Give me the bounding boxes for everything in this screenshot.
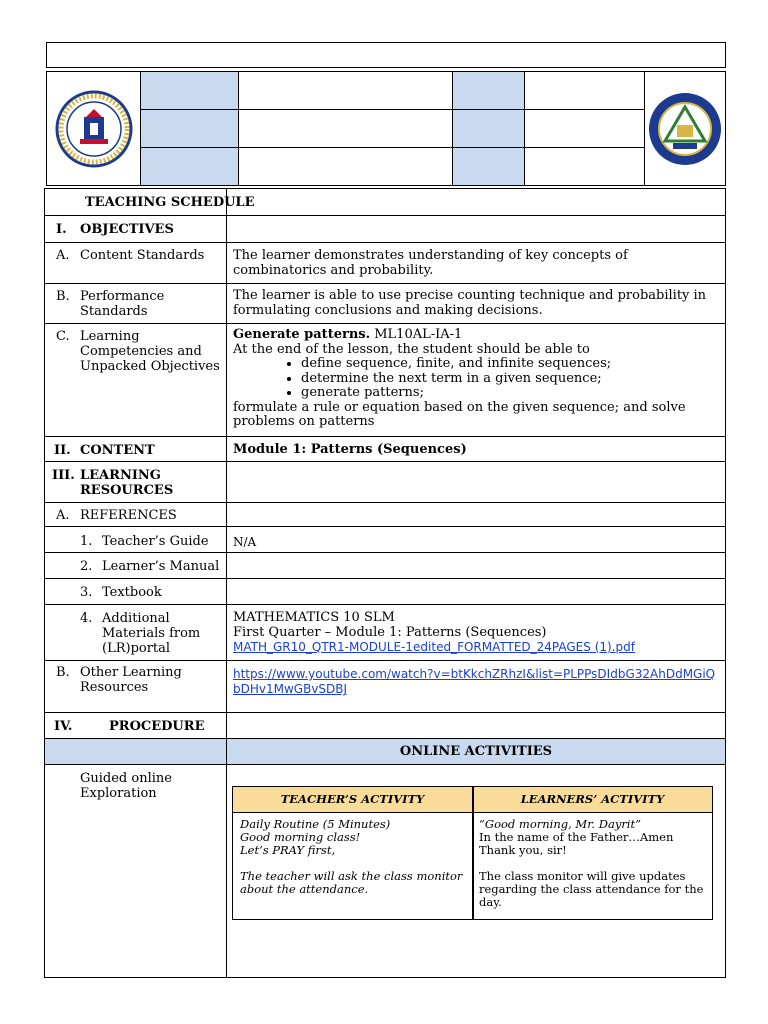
activity-column-divider bbox=[472, 787, 474, 919]
teaching-schedule-label: TEACHING SCHEDULE bbox=[85, 195, 255, 210]
header-cell bbox=[525, 148, 645, 185]
performance-standards-text: The learner is able to use precise counting technique and probability in formulating conclusions and making decisions. bbox=[233, 288, 707, 318]
document-title-box bbox=[46, 42, 726, 68]
competency-title: Generate patterns. bbox=[233, 327, 371, 342]
header-cell bbox=[453, 110, 525, 148]
learners-manual-num: 2. bbox=[80, 559, 93, 574]
learning-resources-label: LEARNING RESOURCES bbox=[80, 468, 174, 498]
header-cell bbox=[239, 110, 453, 148]
header-cell bbox=[239, 148, 453, 185]
textbook-label: Textbook bbox=[102, 585, 162, 600]
teacher-note: The teacher will ask the class monitor about the attendance. bbox=[240, 869, 463, 896]
header-cell bbox=[239, 72, 453, 110]
teachers-guide-text: N/A bbox=[233, 535, 257, 549]
performance-standards-num: B. bbox=[56, 289, 70, 304]
teachers-guide-num: 1. bbox=[80, 534, 93, 549]
learning-resources-num: III. bbox=[52, 468, 75, 483]
content-standards-label: Content Standards bbox=[80, 248, 205, 263]
references-label: REFERENCES bbox=[80, 508, 177, 523]
youtube-link[interactable]: https://www.youtube.com/watch?v=btKkchZRhzI&list=PLPPsDIdbG32AhDdMGiQbDHv1MwGBvSDBJ bbox=[233, 667, 716, 696]
additional-block bbox=[233, 611, 723, 655]
teacher-line: Let’s PRAY first, bbox=[240, 843, 336, 857]
competencies-label: Learning Competencies and Unpacked Objectives bbox=[80, 329, 220, 374]
objectives-label: OBJECTIVES bbox=[80, 222, 174, 237]
teacher-line: Good morning class! bbox=[240, 830, 361, 844]
teachers-guide-label: Teacher’s Guide bbox=[102, 534, 209, 549]
competencies-block bbox=[233, 328, 723, 430]
competency-bullets bbox=[233, 357, 723, 401]
activity-table bbox=[232, 786, 713, 920]
teacher-activity-heading: TEACHER’S ACTIVITY bbox=[280, 792, 425, 806]
deped-seal-icon bbox=[54, 89, 134, 169]
competency-outro: formulate a rule or equation based on the given sequence; and solve problems on patterns bbox=[233, 399, 686, 429]
header-block bbox=[46, 71, 726, 186]
other-resources-label: Other Learning Resources bbox=[80, 665, 182, 695]
competency-bullet: • determine the next term in a given sequence; bbox=[301, 372, 723, 387]
guided-exploration-label: Guided online Exploration bbox=[80, 771, 172, 801]
online-activities-heading: ONLINE ACTIVITIES bbox=[399, 744, 553, 759]
header-cell bbox=[141, 148, 239, 185]
other-resources-num: B. bbox=[56, 665, 70, 680]
deped-logo-cell bbox=[47, 72, 141, 185]
school-seal-icon bbox=[647, 91, 723, 167]
header-cell bbox=[141, 110, 239, 148]
header-cell bbox=[453, 148, 525, 185]
additional-line1: MATHEMATICS 10 SLM bbox=[233, 610, 395, 625]
school-logo-cell bbox=[645, 72, 724, 185]
additional-num: 4. bbox=[80, 611, 93, 626]
objectives-num: I. bbox=[56, 222, 67, 237]
additional-line2: First Quarter – Module 1: Patterns (Sequences) bbox=[233, 624, 547, 640]
content-standards-num: A. bbox=[56, 248, 70, 263]
header-cell bbox=[525, 72, 645, 110]
header-cell bbox=[525, 110, 645, 148]
content-label: CONTENT bbox=[80, 443, 155, 458]
learner-activity-heading: LEARNERS’ ACTIVITY bbox=[520, 792, 665, 806]
online-left-cell bbox=[45, 739, 227, 765]
header-cell bbox=[141, 72, 239, 110]
textbook-num: 3. bbox=[80, 585, 93, 600]
learner-line: “Good morning, Mr. Dayrit” bbox=[479, 817, 641, 831]
competency-intro: At the end of the lesson, the student should be able to bbox=[233, 341, 590, 357]
learner-note: The class monitor will give updates regarding the class attendance for the day. bbox=[479, 869, 704, 909]
learner-line: Thank you, sir! bbox=[479, 843, 567, 857]
content-standards-text: The learner demonstrates understanding of key concepts of combinatorics and probability. bbox=[233, 248, 628, 278]
learners-manual-label: Learner’s Manual bbox=[102, 559, 220, 574]
teacher-line: Daily Routine (5 Minutes) bbox=[240, 817, 391, 831]
performance-standards-label: Performance Standards bbox=[80, 289, 165, 319]
header-cell bbox=[453, 72, 525, 110]
additional-label: Additional Materials from (LR)portal bbox=[102, 611, 201, 656]
procedure-label: PROCEDURE bbox=[109, 719, 205, 734]
competency-title-line bbox=[233, 328, 723, 343]
content-num: II. bbox=[54, 443, 71, 458]
competency-code: ML10AL-IA-1 bbox=[370, 327, 463, 342]
references-num: A. bbox=[56, 508, 70, 523]
competencies-num: C. bbox=[56, 329, 70, 344]
content-text: Module 1: Patterns (Sequences) bbox=[233, 442, 467, 457]
competency-bullet: • generate patterns; bbox=[301, 386, 723, 401]
learner-line: In the name of the Father…Amen bbox=[479, 830, 674, 844]
procedure-num: IV. bbox=[54, 719, 73, 734]
competency-bullet: • define sequence, finite, and infinite sequences; bbox=[301, 357, 723, 372]
learner-activity-text bbox=[479, 818, 707, 909]
slm-pdf-link[interactable]: MATH_GR10_QTR1-MODULE-1edited_FORMATTED_24PAGES (1).pdf bbox=[233, 640, 635, 654]
teacher-activity-text bbox=[240, 818, 468, 896]
